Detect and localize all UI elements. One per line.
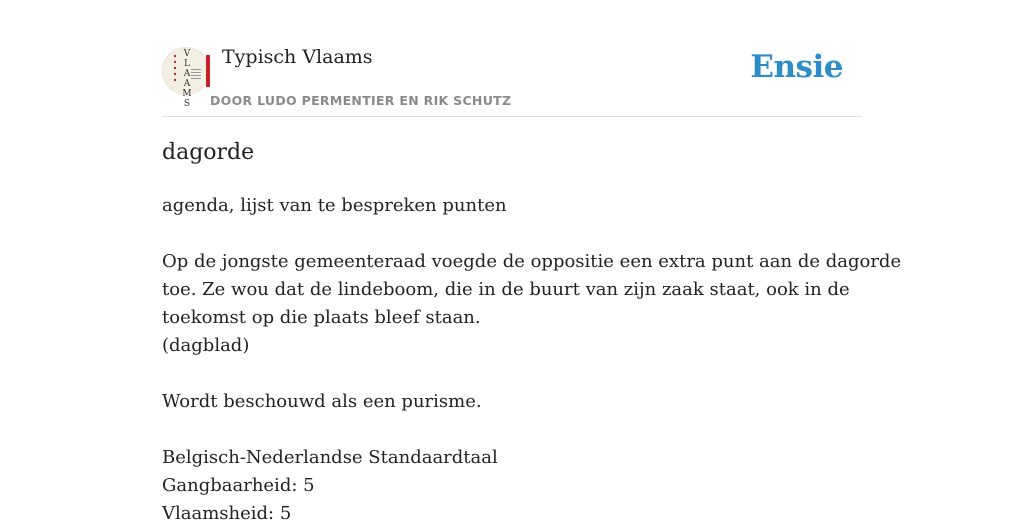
spacer [162,220,862,248]
definition: agenda, lijst van te bespreken punten [162,195,507,216]
ensie-brand-link[interactable]: Ensie [750,49,843,85]
vlaamsheid-score: Vlaamsheid: 5 [162,503,292,524]
header [162,0,862,117]
logo-letters: V L A A M S [182,49,192,109]
spacer [162,360,862,388]
term-heading: dagorde [162,140,255,165]
example-line: toekomst op die plaats bleef staan. [162,307,481,328]
logo-text-lines [191,69,201,79]
page [162,0,902,524]
logo-red-spine [206,55,210,87]
example-line: toe. Ze wou dat de lindeboom, die in de buurt van zijn zaak staat, ook in de [162,279,850,300]
spacer [162,416,862,444]
site-title[interactable]: Typisch Vlaams [222,46,373,68]
standard-language: Belgisch-Nederlandse Standaardtaal [162,447,498,468]
logo-red-marks [174,55,176,83]
entry-content [162,192,902,528]
usage-note: Wordt beschouwd als een purisme. [162,391,482,412]
gangbaarheid-score: Gangbaarheid: 5 [162,475,315,496]
example-source: (dagblad) [162,335,250,356]
byline: DOOR LUDO PERMENTIER EN RIK SCHUTZ [210,93,512,108]
example-line: Op de jongste gemeenteraad voegde de oppositie een extra punt aan de dagorde [162,251,902,272]
book-cover-logo-icon[interactable] [162,47,210,109]
